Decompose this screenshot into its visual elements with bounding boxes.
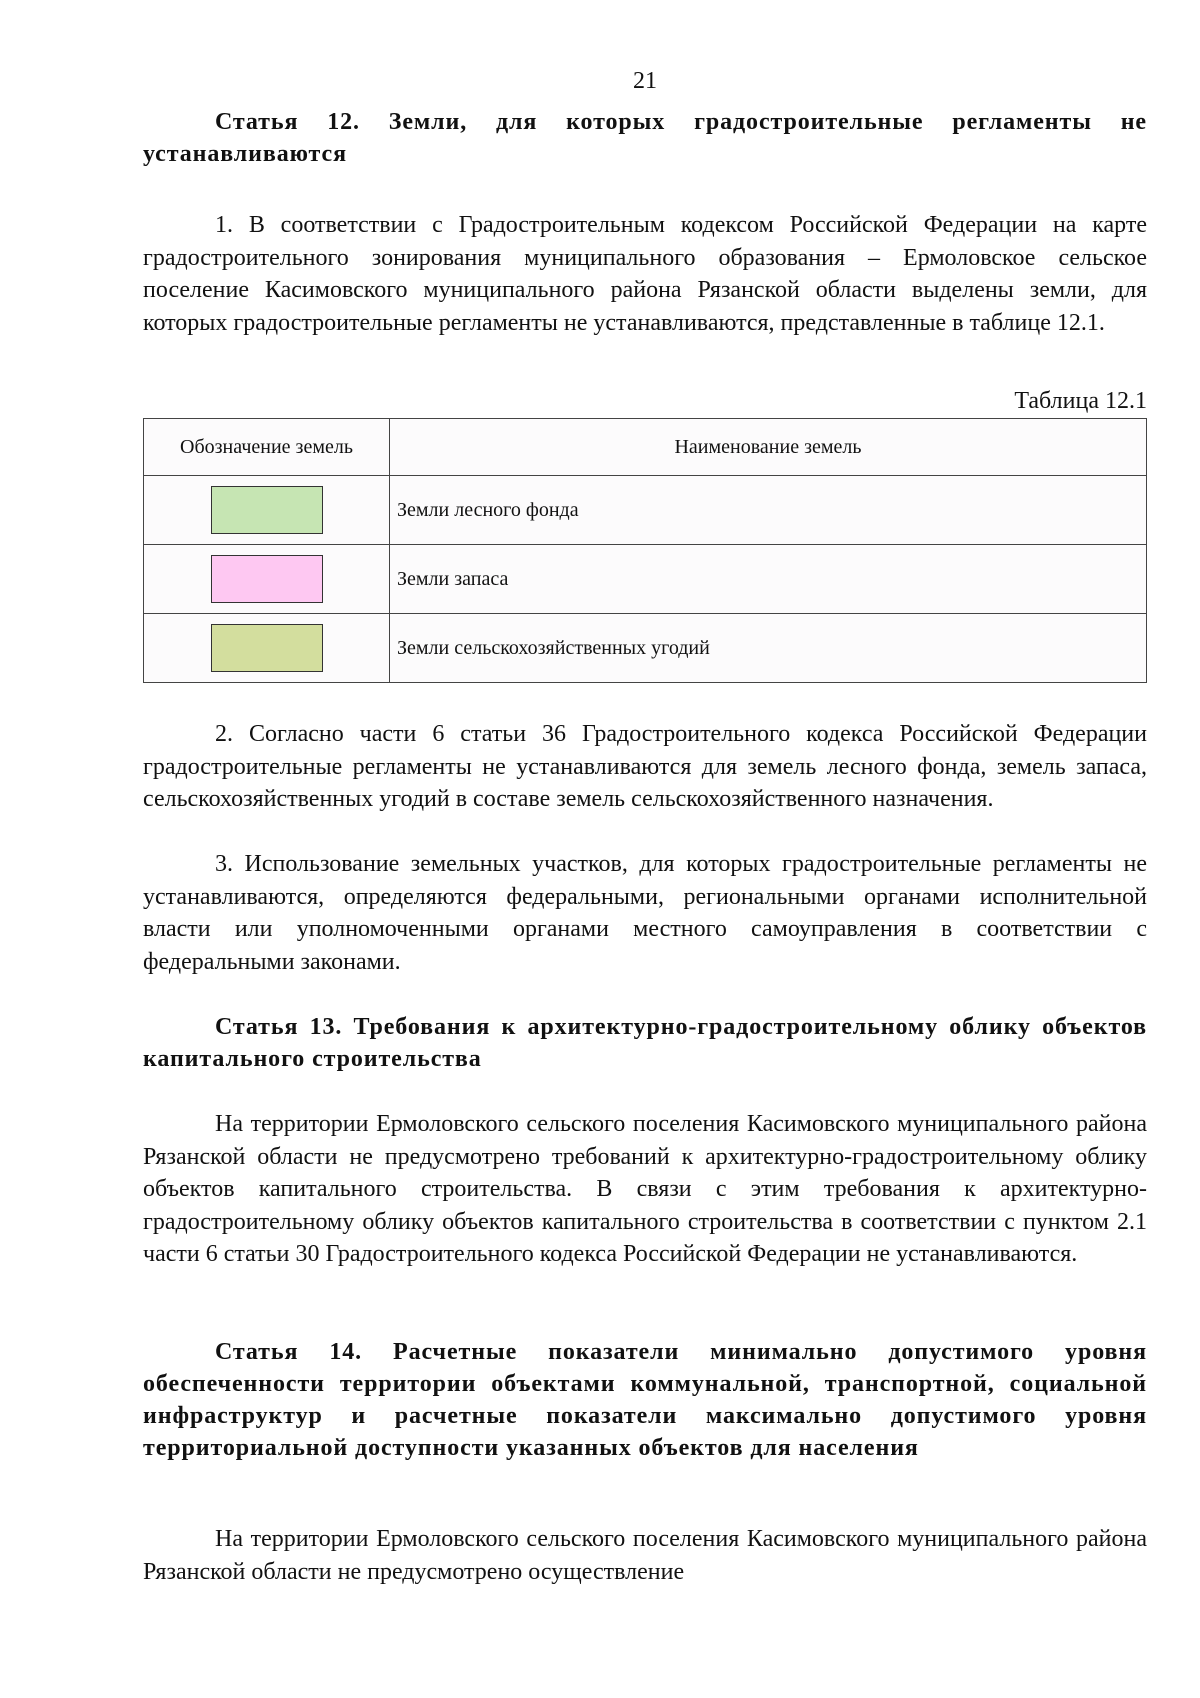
table-header-designation: Обозначение земель	[144, 419, 390, 476]
article-12-heading: Статья 12. Земли, для которых градостроительные регламенты не устанавливаются	[143, 109, 1147, 167]
forest-land-swatch	[211, 486, 323, 534]
table-cell-name: Земли лесного фонда	[390, 476, 1147, 545]
table-cell-name: Земли запаса	[390, 545, 1147, 614]
article-14-heading: Статья 14. Расчетные показатели минимально допустимого уровня обеспеченности территории объектами коммунальной, транспортной, социальной инфраструктур и расчетные показатели максимально допустимого уровня территориальной доступности указанных объектов для населения	[143, 1339, 1147, 1461]
table-row	[144, 476, 1147, 545]
table-cell-name: Земли сельскохозяйственных угодий	[390, 614, 1147, 683]
article-13-heading: Статья 13. Требования к архитектурно-градостроительному облику объектов капитального строительства	[143, 1014, 1147, 1072]
table-cell-designation	[144, 545, 390, 614]
table-cell-designation	[144, 614, 390, 683]
table-caption: Таблица 12.1	[1014, 388, 1147, 414]
article-12-paragraph-1: 1. В соответствии с Градостроительным кодексом Российской Федерации на карте градостроительного зонирования муниципального образования – Ермоловское сельское поселение Касимовского муниципального района Рязанской области выделены земли, для которых градостроительные регламенты не устанавливаются, представленные в таблице 12.1.	[143, 212, 1147, 336]
article-13-paragraph-1: На территории Ермоловского сельского поселения Касимовского муниципального района Рязанской области не предусмотрено требований к архитектурно-градостроительному облику объектов капитального строительства. В связи с этим требования к архитектурно-градостроительному облику объектов капитального строительства в соответствии с пунктом 2.1 части 6 статьи 30 Градостроительного кодекса Российской Федерации не устанавливаются.	[143, 1111, 1147, 1267]
table-header-row	[144, 419, 1147, 476]
reserve-land-swatch	[211, 555, 323, 603]
page-number: 21	[633, 68, 657, 94]
agricultural-land-swatch	[211, 624, 323, 672]
article-14-paragraph-1: На территории Ермоловского сельского поселения Касимовского муниципального района Рязанской области не предусмотрено осуществление	[143, 1526, 1147, 1585]
table-cell-designation	[144, 476, 390, 545]
table-row	[144, 545, 1147, 614]
table-header-name: Наименование земель	[390, 419, 1147, 476]
lands-table	[143, 418, 1147, 683]
article-12-paragraph-2: 2. Согласно части 6 статьи 36 Градостроительного кодекса Российской Федерации градостроительные регламенты не устанавливаются для земель лесного фонда, земель запаса, сельскохозяйственных угодий в составе земель сельскохозяйственного назначения.	[143, 721, 1147, 812]
table-row	[144, 614, 1147, 683]
article-12-paragraph-3: 3. Использование земельных участков, для которых градостроительные регламенты не устанавливаются, определяются федеральными, региональными органами исполнительной власти или уполномоченными органами местного самоуправления в соответствии с федеральными законами.	[143, 851, 1147, 975]
